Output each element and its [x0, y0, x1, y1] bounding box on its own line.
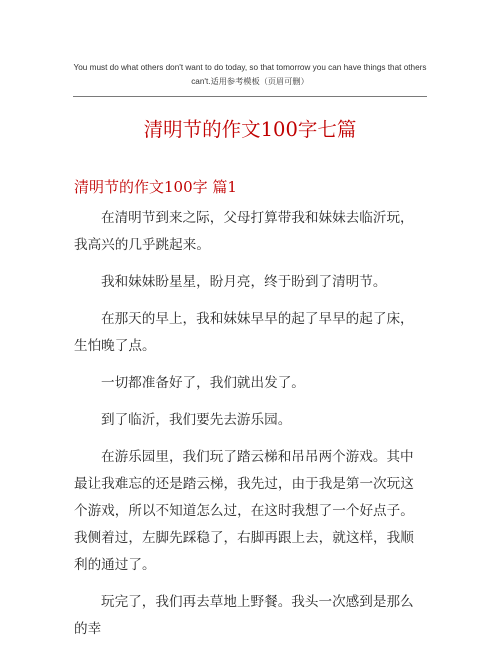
document-title: 清明节的作文100字七篇 — [143, 118, 357, 141]
paragraph: 一切都准备好了，我们就出发了。 — [101, 375, 305, 391]
header-divider — [73, 96, 427, 97]
paragraph: 玩完了，我们再去草地上野餐。我头一次感到是那么的幸 — [74, 594, 414, 637]
header-motto: You must do what others don't want to do today, so that tomorrow you can have things that others can't.适用参考模板（页眉可删） — [73, 63, 427, 86]
section-title: 清明节的作文100字 篇1 — [74, 178, 237, 196]
paragraph: 在游乐园里，我们玩了踏云梯和吊吊两个游戏。其中最让我难忘的还是踏云梯，我先过，由于我是第一次玩这个游戏，所以不知道怎么过，在这时我想了一个好点子。我侧着过，左脚先踩稳了，右脚再跟上去，就这样，我顺利的通过了。 — [74, 449, 414, 573]
article-body — [74, 205, 426, 653]
paragraph: 在那天的早上，我和妹妹早早的起了早早的起了床，生怕晚了点。 — [74, 311, 414, 354]
paragraph: 在清明节到来之际，父母打算带我和妹妹去临沂玩，我高兴的几乎跳起来。 — [74, 210, 414, 253]
paragraph: 到了临沂，我们要先去游乐园。 — [101, 412, 292, 428]
paragraph: 我和妹妹盼星星，盼月亮，终于盼到了清明节。 — [101, 274, 387, 290]
